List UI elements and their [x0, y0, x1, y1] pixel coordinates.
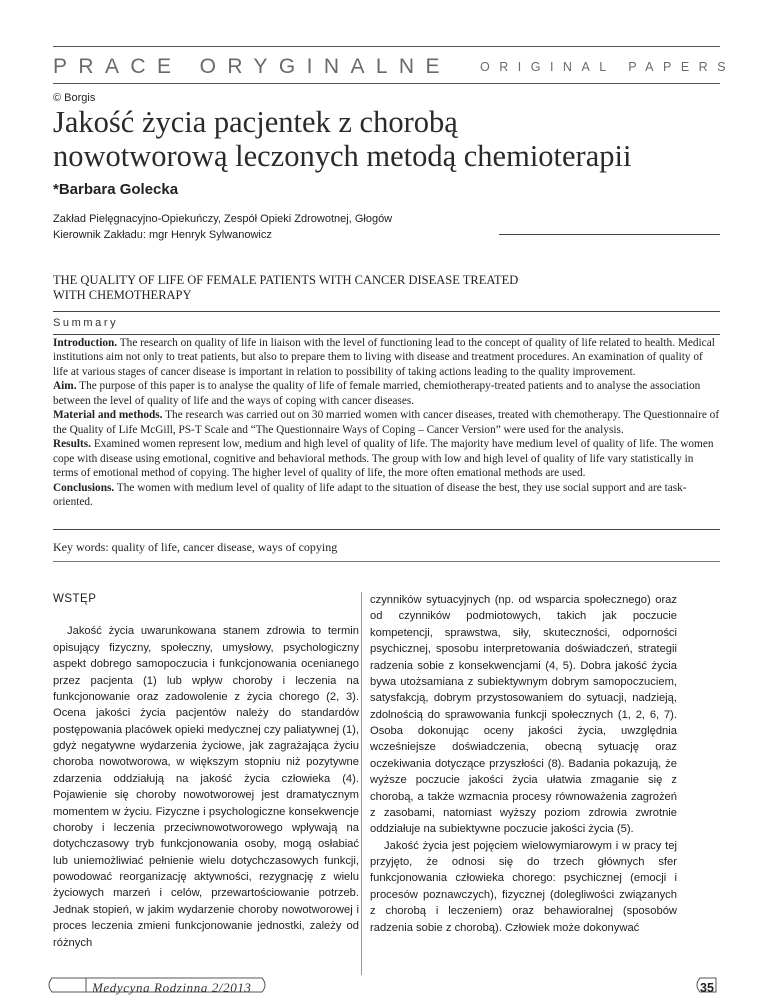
english-title-line-2: WITH CHEMOTHERAPY	[53, 288, 192, 302]
section-label-polish: PRACE ORYGINALNE	[53, 55, 451, 78]
affiliation	[53, 211, 392, 243]
section-heading: WSTĘP	[53, 593, 97, 605]
affiliation-head: Kierownik Zakładu: mgr Henryk Sylwanowicz	[53, 229, 272, 241]
abstract-introduction-text: The research on quality of life in liaison with the level of functioning lead to the concept of quality of life related to health. Medical institutions aim not only to treat patients, but also to prepare them to living with disease and treatment procedures. An examination of quality of life at various stages of cancer disease is important in relation to possibility of taking actions leading to the quality improvement.	[53, 337, 715, 378]
article-title	[53, 105, 733, 173]
summary-label-rule	[53, 334, 720, 335]
abstract-aim	[53, 379, 720, 408]
abstract-methods	[53, 408, 720, 437]
abstract-aim-text: The purpose of this paper is to analyse the quality of life of female married, chemiotherapy-treated patients and to analyse the association between the level of quality of life and the ways of coping with cancer diseases.	[53, 380, 701, 407]
copyright-notice: © Borgis	[53, 92, 96, 104]
keywords: Key words: quality of life, cancer disease, ways of copying	[53, 540, 338, 554]
abstract-conclusions-text: The women with medium level of quality of life adapt to the situation of disease the best, they use social support and are task-oriented.	[53, 481, 687, 508]
article-title-line-1: Jakość życia pacjentek z chorobą	[53, 105, 458, 139]
header-top-rule	[53, 46, 720, 47]
summary-label: Summary	[53, 317, 119, 329]
affiliation-institution: Zakład Pielęgnacyjno-Opiekuńczy, Zespół Opieki Zdrowotnej, Głogów	[53, 213, 393, 225]
abstract	[53, 336, 720, 509]
body-paragraph: Jakość życia jest pojęciem wielowymiarowym i w pracy tej przyjęto, że odnosi się do trzech głównych sfer funkcjonowania człowieka chorego: psychicznej (emocji i procesów poznawczych), fizycznej (dolegliwości związanych z chorobą i leczeniem) oraz behawioralnej (sposobów radzenia sobie z chorobą). Człowiek może dokonywać	[370, 839, 677, 934]
author-name: *Barbara Golecka	[53, 181, 179, 198]
abstract-aim-label: Aim.	[53, 380, 77, 393]
abstract-conclusions	[53, 481, 720, 510]
summary-top-rule	[53, 311, 720, 312]
page-number: 35	[700, 981, 714, 995]
english-title-line-1: THE QUALITY OF LIFE OF FEMALE PATIENTS WITH CANCER DISEASE TREATED	[53, 273, 519, 287]
abstract-introduction-label: Introduction.	[53, 337, 118, 349]
summary-bottom-rule	[53, 529, 720, 530]
body-paragraph: Jakość życia uwarunkowana stanem zdrowia to termin opisujący fizyczny, społeczny, umysłowy, psychologiczny aspekt dobrego samopoczucia i funkcjonowania ocenianego przez pacjenta (1) lub wpływ choroby i leczenia na funkcjonowanie oraz zadowolenie z życia chorego (2, 3). Ocena jakości życia pacjentów należy do standardów postępowania placówek opieki medycznej czy paliatywnej (1), gdyż negatywne wydarzenia życiowe, jak zagrażająca życiu choroba nowotworowa, w większym stopniu niż pozytywne zdarzenia oddziałują na jakość życia człowieka (4). Pojawienie się choroby nowotworowej jest dramatycznym momentem w życiu. Fizyczne i psychologiczne konsekwencje choroby i leczenia przeciwnowotworowego wpływają na dotychczasowy tryb funkcjonowania osoby, mogą osłabiać lub uniemożliwiać pełnienie wielu dotychczasowych funkcji, powodować reorganizację aktywności, rezygnację z wielu życiowych marzeń i celów, przewartościowanie potrzeb. Jednak stopień, w jakim wydarzenie choroby nowotworowej i proces leczenia zmieni funkcjonowanie jednostki, zależy od różnych	[53, 625, 359, 949]
abstract-methods-label: Material and methods.	[53, 409, 163, 422]
affiliation-rule	[499, 234, 720, 235]
abstract-introduction	[53, 336, 720, 379]
body-column-right	[370, 592, 677, 936]
abstract-results-label: Results.	[53, 438, 91, 451]
abstract-methods-text: The research was carried out on 30 married women with cancer diseases, treated with chemotherapy. The Questionnaire of the Quality of Life McGill, PS-T Scale and “The Questionnaire Ways of Coping – Cancer Version” were used for the analysis.	[53, 409, 720, 436]
section-label-english: ORIGINAL PAPERS	[480, 60, 736, 74]
abstract-results	[53, 437, 720, 480]
header-bottom-rule	[53, 83, 720, 84]
article-title-line-2: nowotworową leczonych metodą chemioterapii	[53, 139, 632, 173]
abstract-conclusions-label: Conclusions.	[53, 481, 115, 494]
body-column-left	[53, 591, 359, 951]
english-title	[53, 273, 720, 303]
keywords-rule	[53, 561, 720, 562]
abstract-results-text: Examined women represent low, medium and high level of quality of life. The majority have medium level of quality of life. The women cope with disease using emotional, cognitive and behavioral methods. The group with low and high level of quality of life vary statistically in terms of emotional method of copying. The higher level of quality of life, the more often emational methods are used.	[53, 438, 714, 480]
journal-name: Medycyna Rodzinna 2/2013	[92, 980, 252, 995]
column-divider	[361, 592, 362, 975]
body-paragraph: czynników sytuacyjnych (np. od wsparcia społecznego) oraz od czynników podmiotowych, takich jak poczucie kompetencji, sprawstwa, siły, skuteczności, odporności psychicznej, sposobu interpretowania doświadczeń, strategii radzenia sobie z konsekwencjami (4, 5). Dobra jakość życia bywa utożsamiana z subiektywnym dobrym samopoczuciem, satysfakcją, dobrym przystosowaniem do sytuacji, nadzieją, zdolnością do sprawowania funkcji społecznych (1, 2, 6, 7). Osoba dokonując oceny jakości życia, uwzględnia wcześniejsze doświadczenia, obecną sytuację oraz oczekiwania dotyczące przyszłości (8). Badania pokazują, że wyższe poczucie jakości życia ułatwia zmaganie się z chorobą, a także wzmacnia procesy równoważenia zagrożeń z zasobami, natomiast wyższy poziom zdrowia zwrotnie oddziałuje na subiektywne poczucie jakości życia (5).	[370, 594, 677, 836]
